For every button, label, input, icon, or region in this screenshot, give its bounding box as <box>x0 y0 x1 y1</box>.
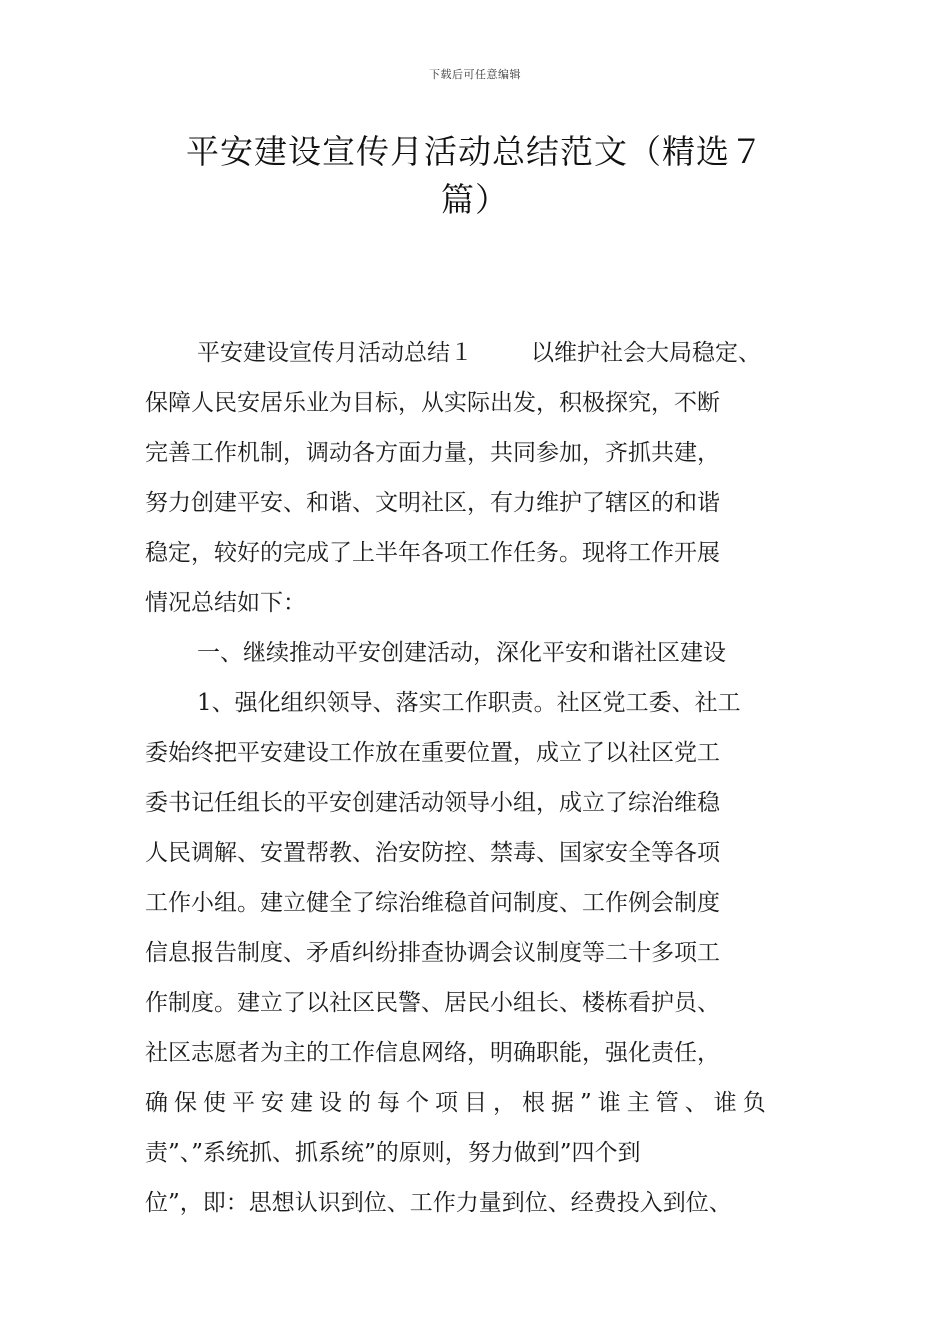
page-header-note: 下载后可任意编辑 <box>429 68 521 81</box>
paragraph-1-line: 情况总结如下： <box>145 590 306 616</box>
document-body <box>145 328 810 1228</box>
item-1-line: 委始终把平安建设工作放在重要位置，成立了以社区党工 <box>145 740 720 766</box>
paragraph-1-line: 完善工作机制，调动各方面力量，共同参加，齐抓共建， <box>145 440 720 466</box>
item-1-first-line: 1、强化组织领导、落实工作职责。社区党工委、社工 <box>197 690 741 716</box>
paragraph-1-first-line <box>145 328 810 378</box>
item-1-line: 工作小组。建立健全了综治维稳首问制度、工作例会制度 <box>145 890 720 916</box>
item-1-line: 责”、”系统抓、抓系统”的原则，努力做到”四个到 <box>145 1140 641 1166</box>
item-1-line: 社区志愿者为主的工作信息网络，明确职能，强化责任， <box>145 1040 720 1066</box>
item-1-line: 信息报告制度、矛盾纠纷排查协调会议制度等二十多项工 <box>145 940 720 966</box>
item-1-line: 委书记任组长的平安创建活动领导小组，成立了综治维稳 <box>145 790 720 816</box>
item-1-line: 确保使平安建设的每个项目，根据”谁主管、谁负 <box>145 1090 772 1116</box>
document-title <box>150 128 800 224</box>
paragraph-1-line: 稳定，较好的完成了上半年各项工作任务。现将工作开展 <box>145 540 720 566</box>
section-1-heading: 一、继续推动平安创建活动，深化平安和谐社区建设 <box>197 640 726 666</box>
item-1-line: 人民调解、安置帮教、治安防控、禁毒、国家安全等各项 <box>145 840 720 866</box>
paragraph-1-line: 努力创建平安、和谐、文明社区，有力维护了辖区的和谐 <box>145 490 720 516</box>
title-line-2: 篇） <box>441 180 509 219</box>
title-line-1: 平安建设宣传月活动总结范文（精选７ <box>186 132 764 171</box>
item-1-line: 作制度。建立了以社区民警、居民小组长、楼栋看护员、 <box>145 990 720 1016</box>
paragraph-1-heading: 平安建设宣传月活动总结１ <box>197 340 473 366</box>
paragraph-1-start: 以维护社会大局稳定、 <box>531 340 761 366</box>
paragraph-1-line: 保障人民安居乐业为目标，从实际出发，积极探究，不断 <box>145 390 720 416</box>
item-1-line: 位”，即：思想认识到位、工作力量到位、经费投入到位、 <box>145 1190 732 1216</box>
